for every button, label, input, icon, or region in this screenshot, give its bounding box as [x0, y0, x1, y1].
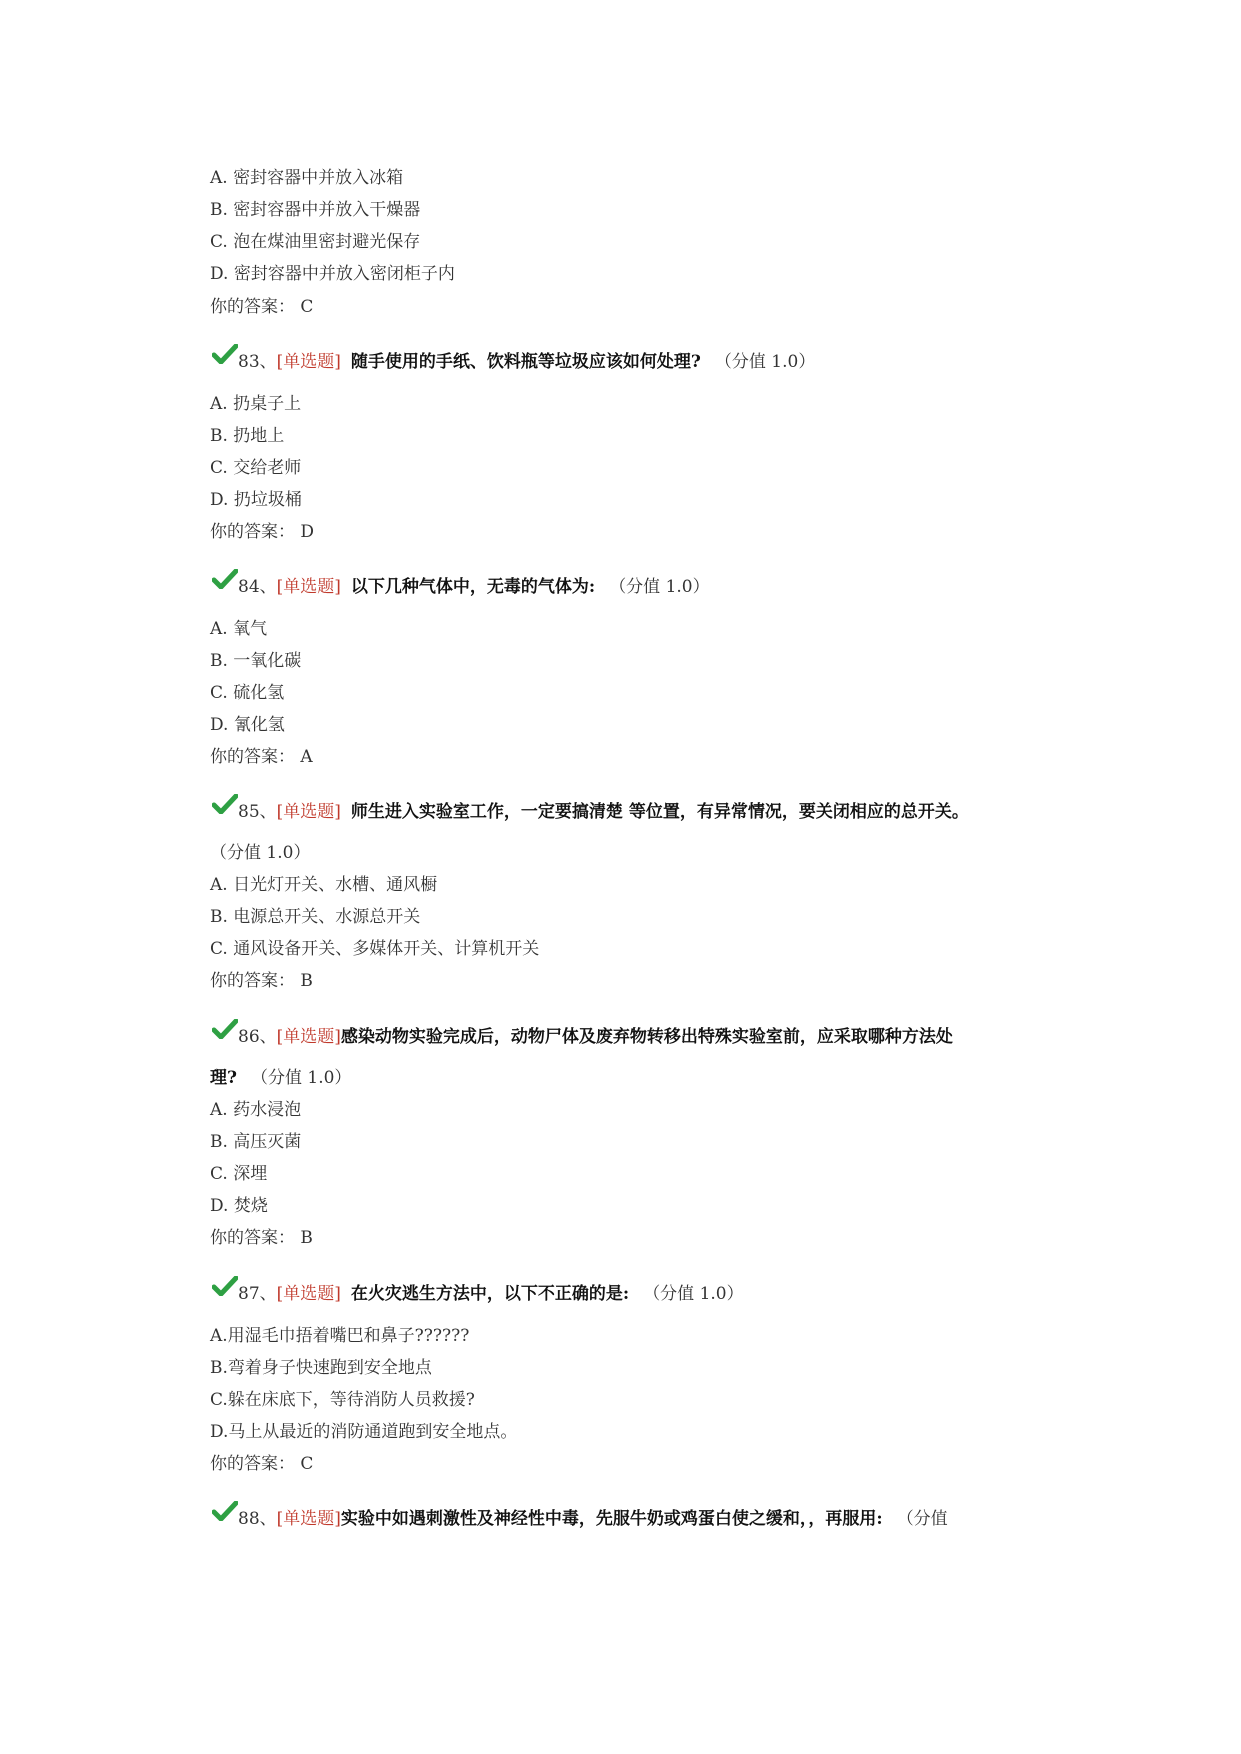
- question-stem: 实验中如遇刺激性及神经性中毒，先服牛奶或鸡蛋白使之缓和，，再服用:: [340, 1509, 883, 1529]
- your-answer: 你的答案： D: [210, 522, 315, 542]
- question-number: 87、: [238, 1284, 277, 1304]
- question-number: 83、: [238, 352, 277, 372]
- your-answer: 你的答案： B: [210, 1228, 313, 1248]
- question-type: [单选题]: [276, 577, 341, 597]
- option-b: B. 密封容器中并放入干燥器: [210, 200, 421, 220]
- question-score: （分值: [896, 1509, 948, 1529]
- question-score: （分值 1.0）: [643, 1284, 744, 1304]
- your-answer: 你的答案： B: [210, 971, 313, 991]
- option-a: A. 日光灯开关、水槽、通风橱: [210, 875, 438, 895]
- question-type: [单选题]: [276, 1284, 341, 1304]
- question-stem: 感染动物实验完成后，动物尸体及废弃物转移出特殊实验室前，应采取哪种方法处: [340, 1027, 953, 1047]
- question-type: [单选题]: [276, 1027, 341, 1047]
- question-83-header: [214, 351, 815, 373]
- option-b: B.弯着身子快速跑到安全地点: [210, 1358, 432, 1378]
- question-number: 88、: [238, 1509, 277, 1529]
- option-d: D.马上从最近的消防通道跑到安全地点。: [210, 1422, 518, 1442]
- option-a: A.用湿毛巾捂着嘴巴和鼻子??????: [210, 1326, 470, 1346]
- question-score: （分值 1.0）: [609, 577, 710, 597]
- option-c: C. 交给老师: [210, 458, 302, 478]
- question-stem-cont: 理?: [210, 1068, 237, 1088]
- question-84-header: [214, 576, 710, 598]
- question-score: （分值 1.0）: [714, 352, 816, 372]
- question-stem: 师生进入实验室工作，一定要搞清楚 等位置，有异常情况，要关闭相应的总开关。: [350, 802, 969, 822]
- option-c: C. 深埋: [210, 1164, 268, 1184]
- option-d: D. 氰化氢: [210, 715, 285, 735]
- option-b: B. 电源总开关、水源总开关: [210, 907, 421, 927]
- option-a: A. 密封容器中并放入冰箱: [210, 168, 404, 188]
- question-stem: 随手使用的手纸、饮料瓶等垃圾应该如何处理?: [350, 352, 701, 372]
- option-c: C. 通风设备开关、多媒体开关、计算机开关: [210, 939, 540, 959]
- question-stem: 以下几种气体中，无毒的气体为:: [350, 577, 596, 597]
- your-answer: 你的答案： A: [210, 747, 313, 767]
- question-86-header: [214, 1026, 953, 1048]
- question-number: 84、: [238, 577, 277, 597]
- question-88-header: [214, 1508, 948, 1530]
- question-87-header: [214, 1283, 744, 1305]
- option-c: C. 硫化氢: [210, 683, 285, 703]
- option-d: D. 焚烧: [210, 1196, 268, 1216]
- option-c: C.躲在床底下，等待消防人员救援?: [210, 1390, 475, 1410]
- question-85-header: [214, 801, 969, 823]
- question-type: [单选题]: [276, 802, 341, 822]
- option-b: B. 高压灭菌: [210, 1132, 302, 1152]
- question-86-header-cont: [210, 1067, 351, 1089]
- question-stem: 在火灾逃生方法中，以下不正确的是:: [350, 1284, 630, 1304]
- option-d: D. 密封容器中并放入密闭柜子内: [210, 264, 455, 284]
- option-a: A. 氧气: [210, 619, 268, 639]
- question-type: [单选题]: [276, 352, 341, 372]
- option-a: A. 药水浸泡: [210, 1100, 302, 1120]
- question-number: 86、: [238, 1027, 277, 1047]
- question-number: 85、: [238, 802, 277, 822]
- question-score: （分值 1.0）: [210, 843, 311, 863]
- your-answer: 你的答案： C: [210, 1454, 314, 1474]
- option-b: B. 一氧化碳: [210, 651, 302, 671]
- option-a: A. 扔桌子上: [210, 394, 302, 414]
- option-c: C. 泡在煤油里密封避光保存: [210, 232, 421, 252]
- your-answer: 你的答案： C: [210, 297, 314, 317]
- option-b: B. 扔地上: [210, 426, 285, 446]
- question-type: [单选题]: [276, 1509, 341, 1529]
- option-d: D. 扔垃圾桶: [210, 490, 302, 510]
- question-score: （分值 1.0）: [250, 1068, 352, 1088]
